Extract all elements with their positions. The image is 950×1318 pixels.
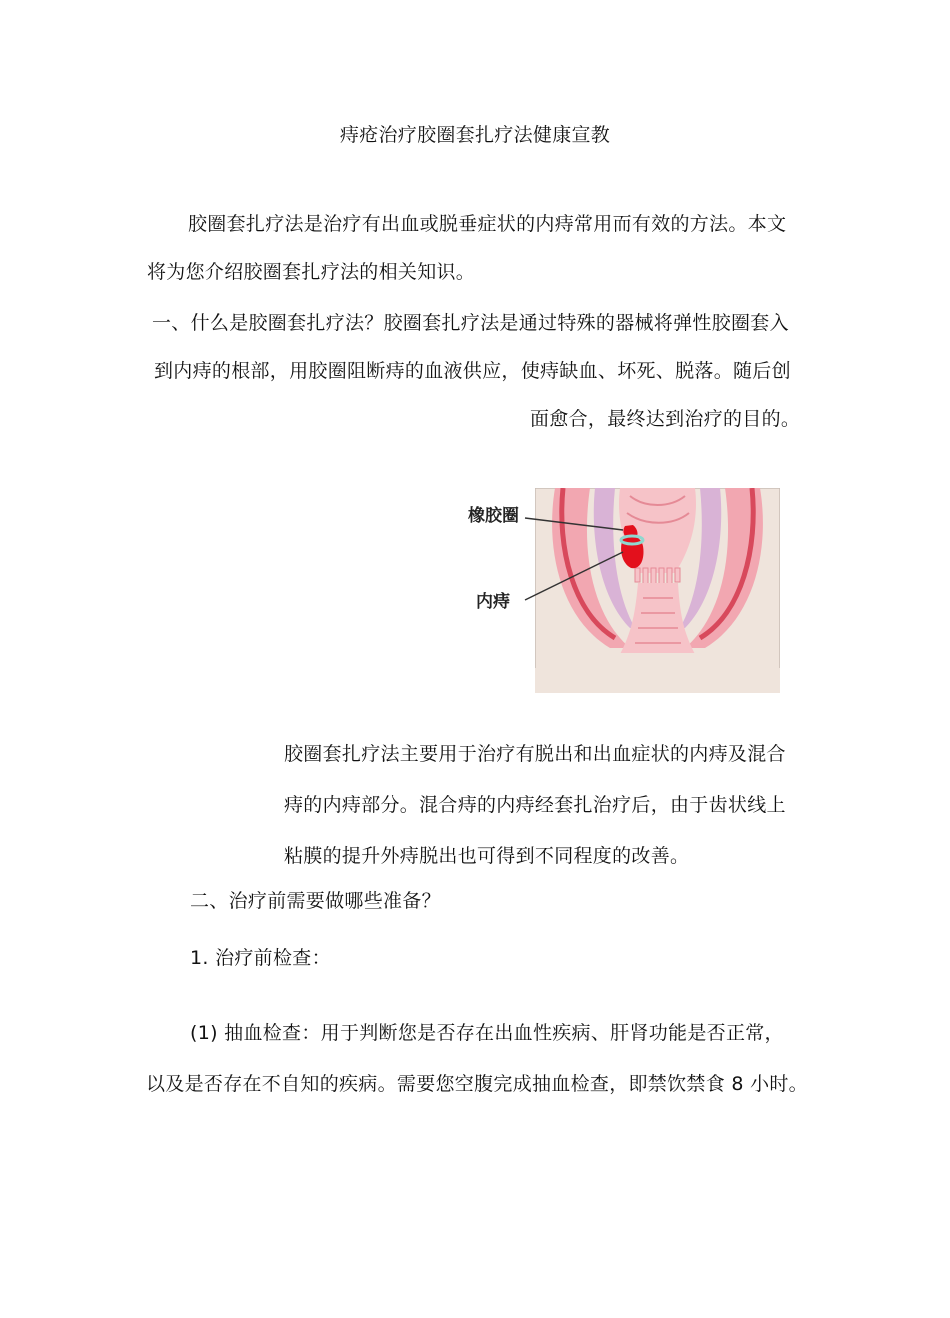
- figure-leader-lines: [523, 510, 648, 610]
- paragraph2-line-3: 粘膜的提升外痔脱出也可得到不同程度的改善。: [284, 845, 690, 867]
- section2-heading: 二、治疗前需要做哪些准备？: [190, 890, 441, 912]
- figure-label-internal-hemorrhoid: 内痔: [476, 592, 510, 612]
- document-title: 痔疮治疗胶圈套扎疗法健康宣教: [339, 124, 611, 146]
- item-1-heading: 1. 治疗前检查：: [190, 947, 331, 969]
- section1-line-1: 一、什么是胶圈套扎疗法？胶圈套扎疗法是通过特殊的器械将弹性胶圈套入: [152, 312, 789, 334]
- intro-line-2: 将为您介绍胶圈套扎疗法的相关知识。: [147, 261, 476, 283]
- figure-label-rubber-band: 橡胶圈: [468, 506, 519, 526]
- item-1-1-line-2: 以及是否存在不自知的疾病。需要您空腹完成抽血检查，即禁饮禁食 8 小时。: [146, 1073, 808, 1095]
- paragraph2-line-2: 痔的内痔部分。混合痔的内痔经套扎治疗后，由于齿状线上: [284, 794, 786, 816]
- item-1-1-line-1: (1) 抽血检查：用于判断您是否存在出血性疾病、肝肾功能是否正常，: [190, 1022, 784, 1044]
- paragraph2-line-1: 胶圈套扎疗法主要用于治疗有脱出和出血症状的内痔及混合: [284, 743, 786, 765]
- section1-line-2: 到内痔的根部，用胶圈阻断痔的血液供应，使痔缺血、坏死、脱落。随后创: [154, 360, 791, 382]
- rubber-band-ligation-figure: [463, 485, 783, 697]
- section1-line-3: 面愈合，最终达到治疗的目的。: [530, 408, 801, 430]
- intro-line-1: 胶圈套扎疗法是治疗有出血或脱垂症状的内痔常用而有效的方法。本文: [188, 213, 787, 235]
